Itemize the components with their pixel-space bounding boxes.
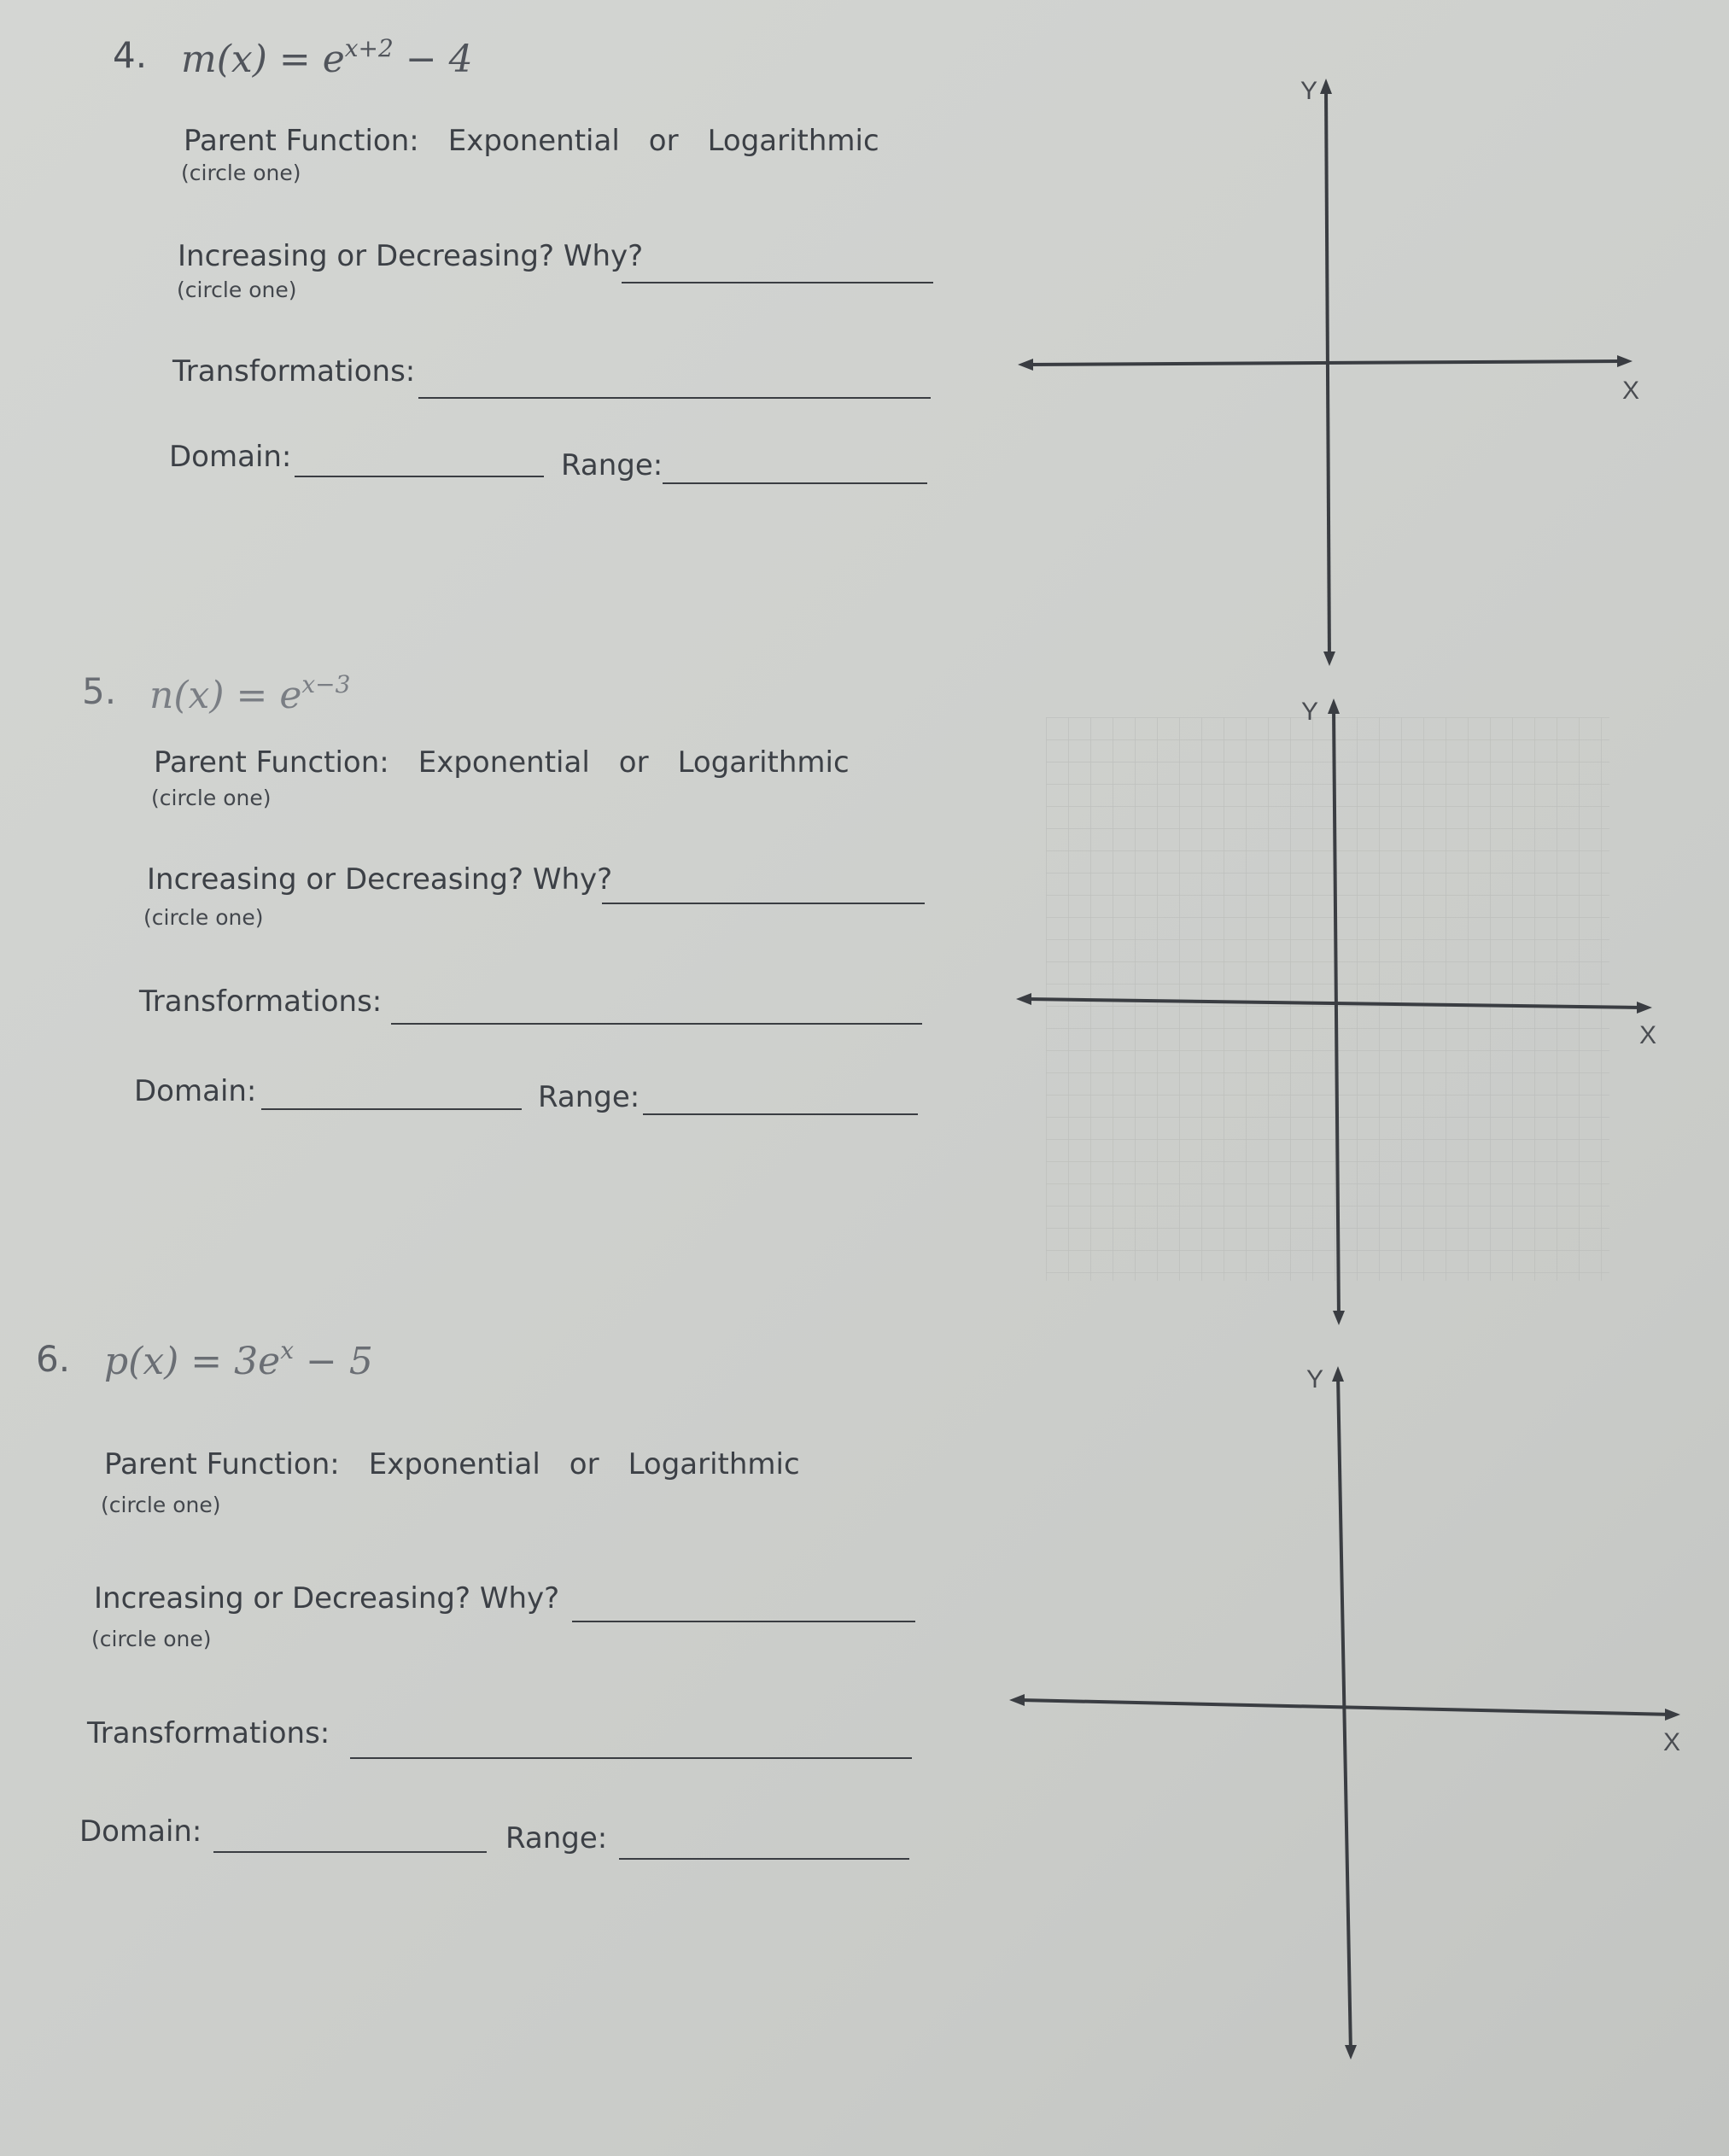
coordinate-axes	[1008, 68, 1656, 666]
problem-number: 4.	[113, 34, 148, 76]
parent-function-row	[154, 745, 850, 780]
circle-one-note: (circle one)	[177, 278, 297, 302]
x-axis-label: X	[1639, 1021, 1657, 1049]
x-axis-label: X	[1663, 1728, 1681, 1756]
increasing-decreasing-blank[interactable]	[572, 1621, 915, 1622]
formula-base: n(x) = e	[149, 674, 302, 717]
domain-blank[interactable]	[261, 1108, 522, 1110]
circle-one-note: (circle one)	[101, 1493, 221, 1517]
formula-exponent: x−3	[301, 670, 351, 698]
parent-function-label: Parent Function:	[154, 745, 389, 780]
circle-one-note: (circle one)	[91, 1627, 212, 1651]
option-exponential[interactable]: Exponential	[368, 1447, 540, 1481]
range-label: Range:	[505, 1821, 608, 1855]
transformations-blank[interactable]	[418, 397, 931, 399]
domain-label: Domain:	[79, 1814, 202, 1849]
formula-tail: − 5	[293, 1340, 373, 1383]
transformations-blank[interactable]	[391, 1023, 922, 1025]
domain-label: Domain:	[169, 440, 292, 474]
transformations-blank[interactable]	[350, 1757, 912, 1759]
option-or: or	[569, 1447, 599, 1481]
option-logarithmic[interactable]: Logarithmic	[707, 124, 879, 158]
function-formula	[104, 1336, 373, 1383]
y-axis-label: Y	[1301, 698, 1319, 726]
transformations-label: Transformations:	[139, 985, 383, 1019]
range-blank[interactable]	[643, 1113, 918, 1115]
circle-one-note: (circle one)	[151, 786, 272, 810]
range-label: Range:	[538, 1080, 640, 1114]
option-logarithmic[interactable]: Logarithmic	[628, 1447, 800, 1481]
option-or: or	[648, 124, 679, 158]
option-logarithmic[interactable]: Logarithmic	[677, 745, 850, 780]
domain-blank[interactable]	[295, 476, 544, 477]
domain-blank[interactable]	[213, 1851, 487, 1853]
transformations-label: Transformations:	[87, 1716, 330, 1750]
increasing-decreasing-label: Increasing or Decreasing? Why?	[178, 239, 644, 273]
formula-exponent: x+2	[344, 34, 394, 62]
transformations-label: Transformations:	[172, 354, 416, 389]
increasing-decreasing-blank[interactable]	[602, 903, 925, 904]
range-label: Range:	[561, 448, 663, 482]
x-axis-label: X	[1622, 377, 1640, 405]
option-exponential[interactable]: Exponential	[447, 124, 620, 158]
range-blank[interactable]	[663, 482, 927, 484]
formula-tail: − 4	[393, 38, 473, 81]
problem-number: 6.	[36, 1338, 71, 1380]
problem-number: 5.	[82, 670, 117, 712]
parent-function-label: Parent Function:	[184, 124, 419, 158]
range-blank[interactable]	[619, 1858, 909, 1860]
function-formula	[181, 34, 473, 81]
parent-function-label: Parent Function:	[104, 1447, 340, 1481]
increasing-decreasing-label: Increasing or Decreasing? Why?	[94, 1581, 560, 1616]
increasing-decreasing-blank[interactable]	[622, 282, 933, 283]
formula-base: m(x) = e	[181, 38, 345, 81]
increasing-decreasing-label: Increasing or Decreasing? Why?	[147, 862, 613, 897]
parent-function-row	[104, 1447, 800, 1481]
y-axis-label: Y	[1306, 1365, 1324, 1394]
option-exponential[interactable]: Exponential	[418, 745, 590, 780]
parent-function-row	[184, 124, 879, 158]
y-axis-label: Y	[1300, 77, 1318, 105]
function-formula	[149, 670, 350, 717]
formula-base: p(x) = 3e	[104, 1340, 281, 1383]
coordinate-grid	[1008, 692, 1674, 1332]
domain-label: Domain:	[134, 1074, 257, 1108]
circle-one-note: (circle one)	[181, 161, 301, 185]
formula-exponent: x	[280, 1336, 294, 1364]
coordinate-axes	[999, 1358, 1682, 2066]
circle-one-note: (circle one)	[143, 905, 264, 930]
option-or: or	[618, 745, 649, 780]
